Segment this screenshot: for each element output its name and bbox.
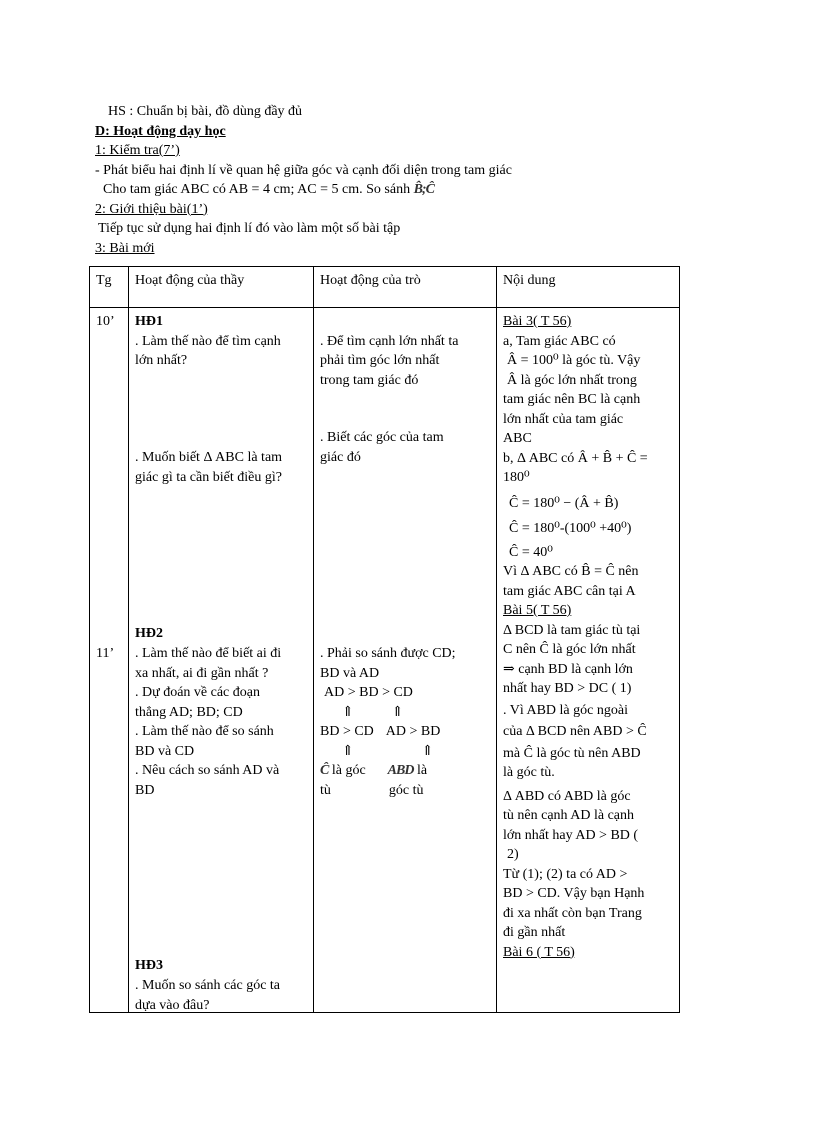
tg-10: 10’ xyxy=(96,314,115,329)
kiem-tra-heading: 1: Kiểm tra(7’) xyxy=(95,143,180,158)
bai-moi-heading: 3: Bài mới xyxy=(95,240,155,256)
bai-3: Bài 3( T 56) a, Tam giác ABC có Â = 100⁰ là góc tù. Vậy Â là góc lớn nhất trong tam giác nên BC là cạnh lớn nhất của tam giác ABC b, Δ ABC có Â + B̂ + Ĉ = 180⁰ Ĉ = 180⁰ − (Â + B̂) Ĉ = 180⁰-(100⁰ +40⁰) Ĉ = 40⁰ Vì Δ ABC có B̂ = Ĉ nên tam giác ABC cân tại A Bài 5( T 56) Δ BCD là tam giác tù tại C nên Ĉ là góc lớn nhất ⇒ cạnh BD là cạnh lớn nhất hay BD > DC ( 1) . Vì ABD là góc ngoài của Δ BCD nên ABD > Ĉ mà Ĉ là góc tù nên ABD là góc tù. Δ ABD có ABD là góc tù nên cạnh AD là cạnh lớn nhất hay AD > BD ( 2) Từ (1); (2) ta có AD > BD > CD. Vậy bạn Hạnh đi xa nhất còn bạn Trang đi gần nhất Bài 6 ( T 56) xyxy=(503,312,673,962)
header-tg: Tg xyxy=(90,267,129,308)
thay-q3: . Làm thế nào để biết ai đi xa nhất, ai đi gần nhất ? . Dự đoán về các đoạn thẳng AD; BD; CD . Làm thế nào để so sánh BD và CD . Nêu cách so sánh AD và BD xyxy=(135,646,282,798)
angle-symbol: B̂;Ĉ xyxy=(413,182,434,197)
section-d-heading: D: Hoạt động dạy học xyxy=(95,123,226,139)
gioi-thieu-heading: 2: Giới thiệu bài(1’) xyxy=(95,201,208,217)
angle-row: Ĉ là góc ABD là xyxy=(320,763,428,778)
tg-11: 11’ xyxy=(96,646,115,661)
thay-q7: . Muốn so sánh các góc ta dựa vào đâu? xyxy=(135,978,281,1013)
header-tro: Hoạt động của trò xyxy=(314,267,497,308)
bai-5-title: Bài 5( T 56) xyxy=(503,603,572,618)
table-header-row xyxy=(90,267,680,308)
arrow-up-icon: ⇑ xyxy=(391,704,404,720)
tro-a1: . Để tìm cạnh lớn nhất ta phải tìm góc lớn nhất trong tam giác đó xyxy=(320,333,459,388)
bai-3-title: Bài 3( T 56) xyxy=(503,314,572,329)
lesson-table xyxy=(89,266,680,1013)
hd3-label: HĐ3 xyxy=(135,958,163,973)
hd2-label: HĐ2 xyxy=(135,626,163,641)
kiem-tra-line-2: Cho tam giác ABC có AB = 4 cm; AC = 5 cm. So sánh B̂;Ĉ xyxy=(103,182,434,197)
noi-dung-cell xyxy=(497,308,680,1013)
arrow-up-icon: ⇑ xyxy=(342,704,354,720)
tro-cell xyxy=(314,308,497,1013)
header-thay: Hoạt động của thầy xyxy=(129,267,314,308)
thay-cell xyxy=(129,308,314,1013)
tro-a2: . Biết các góc của tam giác đó xyxy=(320,430,444,465)
kiem-tra-line-1: - Phát biểu hai định lí về quan hệ giữa góc và cạnh đối diện trong tam giác xyxy=(95,162,512,178)
intro-section xyxy=(95,102,715,258)
gioi-thieu-line: Tiếp tục sử dụng hai định lí đó vào làm một số bài tập xyxy=(98,221,401,236)
compare-row: BD > CD AD > BD xyxy=(320,724,441,739)
arrow-row-2 xyxy=(320,742,490,762)
thay-q2: . Muốn biết Δ ABC là tam giác gì ta cần biết điều gì? xyxy=(135,450,283,485)
hd1-label: HĐ1 xyxy=(135,314,163,329)
header-noi-dung: Nội dung xyxy=(497,267,680,308)
tro-a3: . Phải so sánh được CD; BD và AD AD > BD > CD ⇑ ⇑ BD > CD AD > BD ⇑ ⇑ Ĉ là góc ABD là tù góc tù xyxy=(320,644,490,800)
bai-6-title: Bài 6 ( T 56) xyxy=(503,944,575,960)
table-body-row xyxy=(90,308,680,1013)
thay-q1: . Làm thế nào để tìm cạnh lớn nhất? xyxy=(135,333,281,368)
arrow-row-1 xyxy=(320,703,490,723)
tu-row: tù góc tù xyxy=(320,782,424,798)
tg-cell xyxy=(90,308,129,1013)
hs-line: HS : Chuẩn bị bài, đồ dùng đầy đủ xyxy=(108,104,303,119)
arrow-up-icon: ⇑ xyxy=(421,743,434,759)
arrow-up-icon: ⇑ xyxy=(342,743,354,759)
